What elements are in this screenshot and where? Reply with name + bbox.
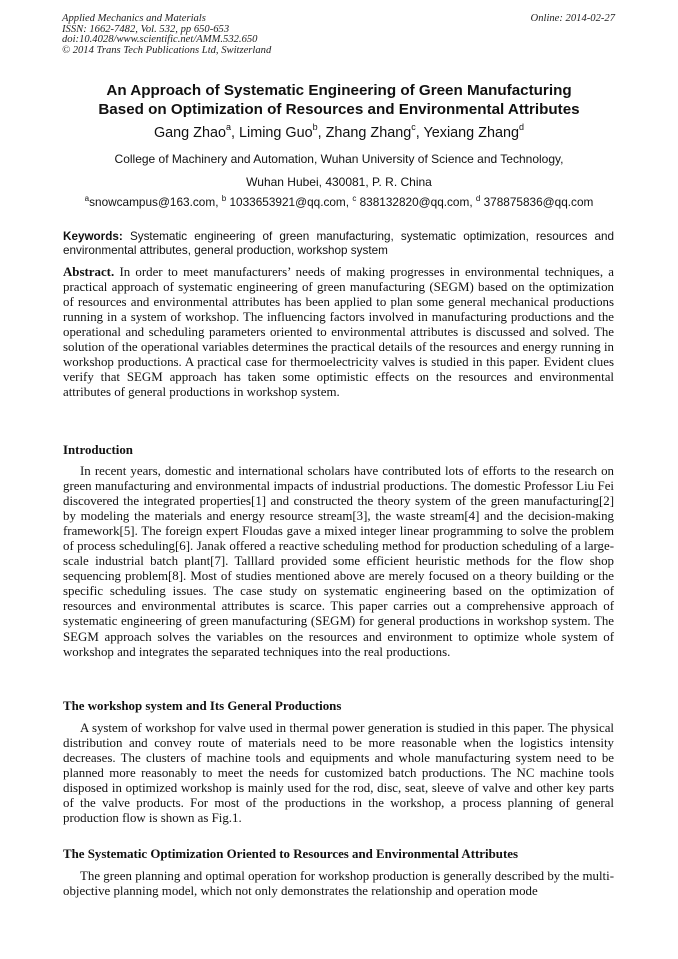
- author-name: Liming Guo: [239, 125, 313, 141]
- journal-name: Applied Mechanics and Materials: [62, 13, 206, 24]
- abstract-text: In order to meet manufacturers’ needs of making progresses in environmental techniques, a practical approach of systematic engineering of green manufacturing (SEGM) based on the optimization of resources and environmental attributes has been applied to plan some general mechanical productions running in a system of workshop. The influencing factors involved in manufacturing productions and the operational and scheduling parameters oriented to environmental attributes is discussed and solved. The solution of the operational variables determines the practical details of the resources and energy running in workshop productions. A practical case for thermoelectricity valves is studied in this paper. Evident clues verify that SEGM approach has taken some optimistic effects on the resources and environmental attributes of general productions in workshop system.: [63, 265, 614, 400]
- email-address: snowcampus@163.com: [89, 195, 216, 209]
- author-mark: d: [518, 122, 524, 132]
- email-list: $^a$snowcampus@163.com, $^b$ 1033653921@qq.com, $^c$ 838132820@qq.com, $^d$ 378875836@qq.com: [84, 194, 594, 209]
- keywords: [63, 230, 614, 257]
- affiliation-line-1: College of Machinery and Automation, Wuhan University of Science and Technology,: [114, 152, 564, 166]
- author-name: Zhang Zhang: [325, 125, 412, 141]
- email-address: 838132820@qq.com: [359, 195, 470, 209]
- email-mark: a: [84, 194, 90, 203]
- email-address: 1033653921@qq.com: [229, 195, 346, 209]
- author-mark: c: [411, 122, 416, 132]
- section-heading-workshop: The workshop system and Its General Productions: [63, 699, 342, 713]
- abstract: [63, 265, 614, 400]
- abstract-label: Abstract.: [63, 265, 115, 279]
- author-mark: b: [312, 122, 318, 132]
- journal-copyright: © 2014 Trans Tech Publications Ltd, Switzerland: [62, 44, 272, 56]
- optimization-paragraph: The green planning and optimal operation for workshop production is generally described by the multi-objective planning model, which not only demonstrates the relationship and operation mode: [63, 869, 614, 899]
- author-name: Gang Zhao: [153, 125, 226, 141]
- paper-title: [40, 81, 638, 119]
- keywords-text: Systematic engineering of green manufacturing, systematic optimization, resources and environmental attributes, general production, workshop system: [63, 230, 615, 257]
- email-mark: d: [475, 194, 481, 203]
- email-mark: b: [221, 194, 227, 203]
- journal-info: [62, 14, 271, 56]
- workshop-paragraph: A system of workshop for valve used in thermal power generation is studied in this paper. The physical distribution and convey route of materials need to be more reasonable when the logistics intensity decreases. The clusters of machine tools and equipments and whole manufacturing system need to be planned more reasonably to meet the needs for customized batch productions. The NC machine tools disposed in optimized workshop is mainly used for the rod, disc, seat, sleeve of valve and other key parts of the valve products. For most of the productions in the workshop, a process planning of general production flow is shown as Fig.1.: [63, 721, 614, 826]
- introduction-paragraph: In recent years, domestic and international scholars have contributed lots of efforts to the research on green manufacturing and environmental impacts of industrial productions. The domestic Professor Liu Fei discovered the integrated properties[1] and constructed the theory system of the green manufacturing[2] by modeling the materials and energy resource stream[3], the waste stream[4] and the decision-making framework[5]. The foreign expert Floudas gave a mixed integer linear programming to solve the problem of process scheduling[6]. Janak offered a reactive scheduling method for production scheduling of a large-scale industrial batch plant[7]. Talllard provided some efficient heuristic methods for the flow shop sequencing problem[8]. Most of studies mentioned above are merely focused on a theory building or the specific scheduling issues. The case study on systematic engineering based on the optimization of resources and environmental attributes is scarce. This paper carries out a comprehensive approach of systematic engineering of green manufacturing (SEGM) for general productions in workshop system. The SEGM approach solves the variables on the resources and environment to optimize whole system of workshop and integrates the separated techniques into the real productions.: [63, 464, 614, 659]
- journal-issn: ISSN: 1662-7482, Vol. 532, pp 650-653: [62, 23, 230, 35]
- title-line-1: An Approach of Systematic Engineering of Green Manufacturing: [106, 82, 572, 99]
- affiliation-line-2: Wuhan Hubei, 430081, P. R. China: [246, 175, 432, 189]
- keywords-label: Keywords:: [63, 230, 123, 243]
- email-address: 378875836@qq.com: [483, 195, 594, 209]
- author-mark: a: [226, 122, 232, 132]
- email-mark: c: [352, 194, 357, 203]
- author-name: Yexiang Zhang: [423, 125, 519, 141]
- title-line-2: Based on Optimization of Resources and Environmental Attributes: [98, 101, 580, 118]
- author-list: Gang Zhao$^a$, Liming Guo$^b$, Zhang Zhang$^c$, Yexiang Zhang$^d$: [153, 122, 524, 141]
- section-heading-optimization: The Systematic Optimization Oriented to Resources and Environmental Attributes: [63, 847, 518, 861]
- journal-doi: doi:10.4028/www.scientific.net/AMM.532.650: [62, 34, 258, 46]
- online-date: Online: 2014-02-27: [530, 13, 615, 24]
- section-heading-introduction: Introduction: [63, 443, 133, 457]
